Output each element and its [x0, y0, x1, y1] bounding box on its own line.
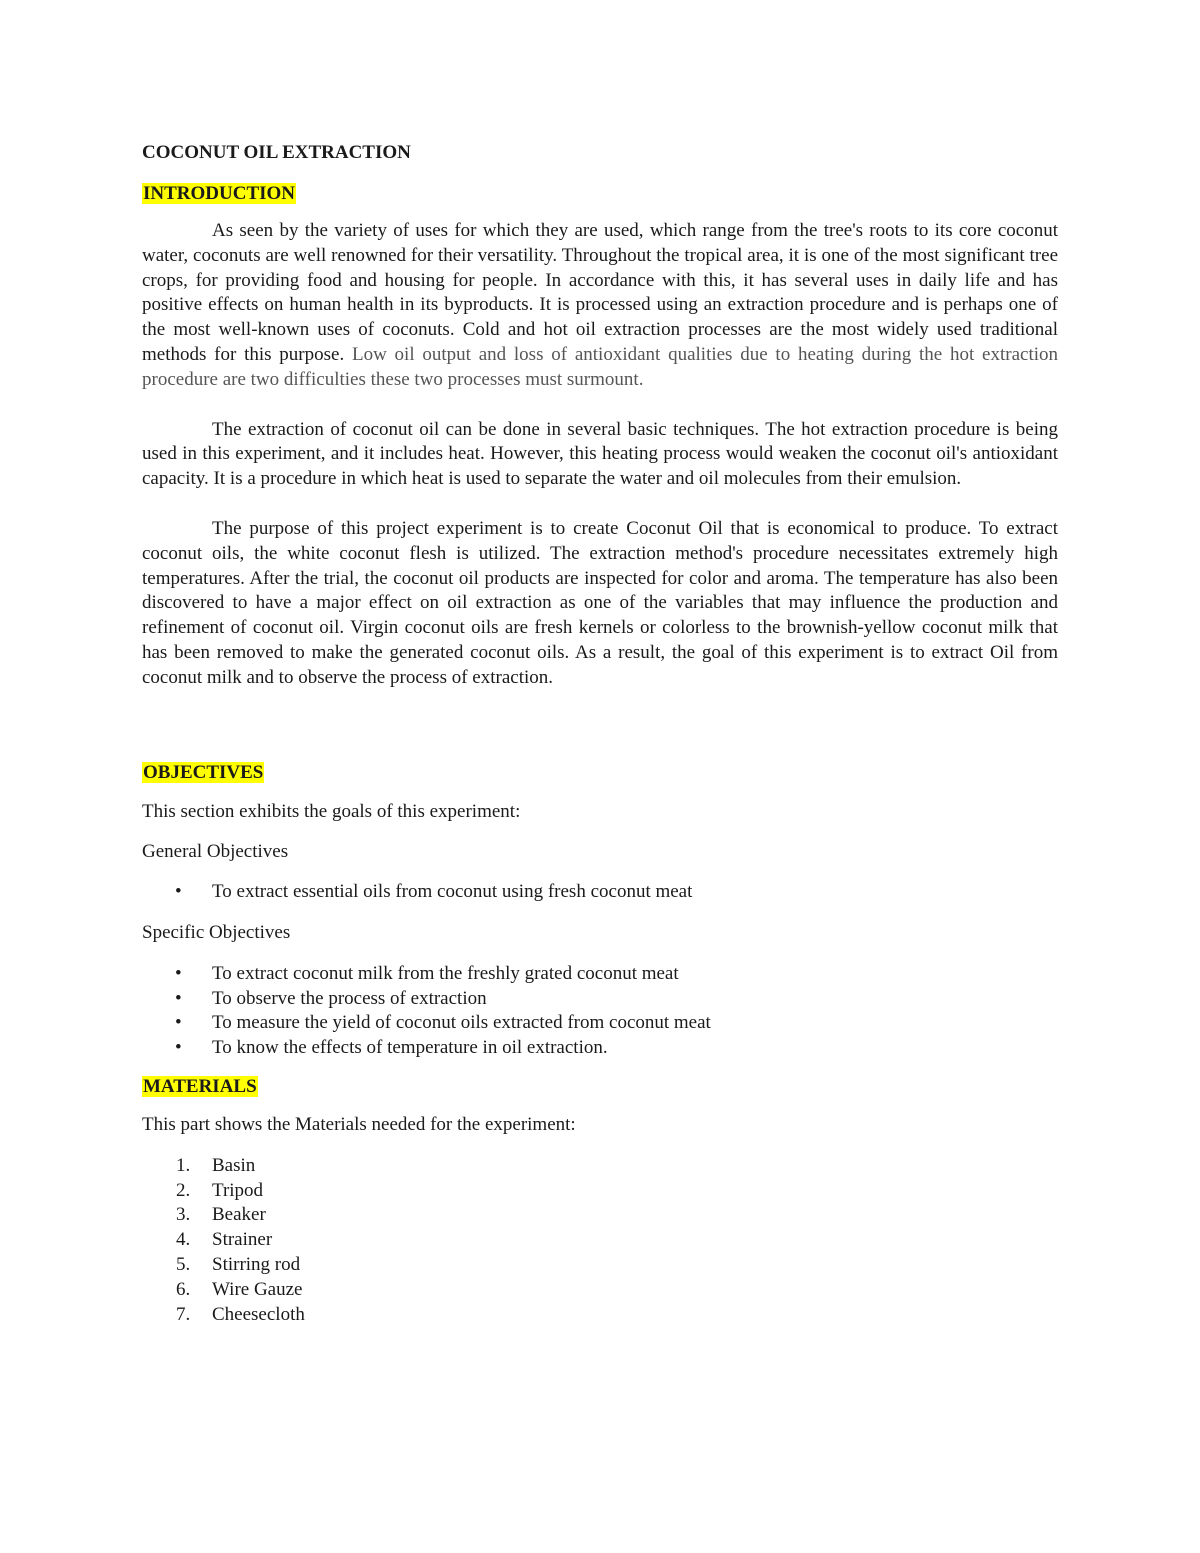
general-objectives-label: General Objectives — [142, 841, 289, 863]
list-item — [142, 1303, 1058, 1328]
introduction-paragraph-1 — [142, 219, 1058, 393]
list-item-number: 6. — [176, 1278, 191, 1300]
list-item — [142, 962, 1058, 987]
list-item-text: Stirring rod — [212, 1253, 301, 1275]
list-item — [142, 1154, 1058, 1179]
materials-intro: This part shows the Materials needed for the experiment: — [142, 1113, 576, 1135]
bullet-icon: • — [175, 1037, 182, 1059]
list-item-text: To extract coconut milk from the freshly grated coconut meat — [212, 962, 679, 984]
introduction-heading — [142, 179, 1058, 209]
list-item — [142, 1203, 1058, 1228]
list-item-number: 3. — [176, 1204, 191, 1226]
introduction-heading-text: INTRODUCTION — [143, 183, 296, 204]
list-item-number: 7. — [176, 1303, 191, 1325]
list-item-number: 5. — [176, 1253, 191, 1275]
list-item-text: Strainer — [212, 1229, 273, 1251]
list-item-number: 4. — [176, 1229, 191, 1251]
list-item — [142, 1011, 1058, 1036]
list-item-text: To measure the yield of coconut oils extracted from coconut meat — [212, 1012, 711, 1034]
list-item — [142, 987, 1058, 1012]
list-item — [142, 1253, 1058, 1278]
introduction-paragraph-2: The extraction of coconut oil can be done in several basic techniques. The hot extraction procedure is being used in this experiment, and it includes heat. However, this heating process would weaken the coconut oil's antioxidant capacity. It is a procedure in which heat is used to separate the water and oil molecules from their emulsion. — [142, 418, 1058, 490]
list-item-text: Basin — [212, 1154, 256, 1176]
introduction-paragraph-1-main: As seen by the variety of uses for which they are used, which range from the tree's roots to its core coconut water, coconuts are well renowned for their versatility. Throughout the tropical area, it is one of the most significant tree crops, for providing food and housing for people. In accordance with this, it has several uses in daily life and has positive effects on human health in its byproducts. It is processed using an extraction procedure and is perhaps one of the most well-known uses of coconuts. Cold and hot oil extraction processes are the most widely used traditional methods for this purpose. — [142, 220, 1058, 365]
list-item-text: Cheesecloth — [212, 1303, 305, 1325]
list-item — [142, 1228, 1058, 1253]
materials-heading-text: MATERIALS — [143, 1075, 257, 1097]
bullet-icon: • — [175, 881, 182, 903]
list-item — [142, 1278, 1058, 1303]
specific-objectives-label: Specific Objectives — [142, 921, 291, 943]
list-item-text: Beaker — [212, 1204, 266, 1226]
bullet-icon: • — [175, 987, 182, 1009]
list-item — [142, 880, 1058, 905]
list-item-number: 1. — [176, 1154, 191, 1176]
objectives-heading — [142, 758, 1058, 788]
list-item-text: To observe the process of extraction — [212, 987, 487, 1009]
materials-list — [142, 1154, 1058, 1328]
list-item-text: To extract essential oils from coconut using fresh coconut meat — [212, 881, 693, 903]
list-item-number: 2. — [176, 1179, 191, 1201]
list-item-text: To know the effects of temperature in oil extraction. — [212, 1037, 608, 1059]
objectives-intro: This section exhibits the goals of this experiment: — [142, 800, 521, 822]
specific-objectives-list — [142, 962, 1058, 1061]
objectives-heading-text: OBJECTIVES — [143, 761, 264, 783]
list-item-text: Wire Gauze — [212, 1278, 303, 1300]
bullet-icon: • — [175, 962, 182, 984]
list-item — [142, 1179, 1058, 1204]
document-title: COCONUT OIL EXTRACTION — [142, 142, 411, 163]
general-objectives-list — [142, 880, 1058, 905]
introduction-paragraph-3: The purpose of this project experiment is to create Coconut Oil that is economical to produce. To extract coconut oils, the white coconut flesh is utilized. The extraction method's procedure necessitates extremely high temperatures. After the trial, the coconut oil products are inspected for color and aroma. The temperature has also been discovered to have a major effect on oil extraction as one of the variables that may influence the production and refinement of coconut oil. Virgin coconut oils are fresh kernels or colorless to the brownish-yellow coconut milk that has been removed to make the generated coconut oils. As a result, the goal of this experiment is to extract Oil from coconut milk and to observe the process of extraction. — [142, 517, 1058, 688]
bullet-icon: • — [175, 1012, 182, 1034]
materials-heading — [142, 1072, 1058, 1102]
introduction-paragraph-1-gray: Low oil output and loss of antioxidant qualities due to heating during the hot extraction procedure are two difficulties these two processes must surmount. — [142, 343, 1058, 390]
list-item-text: Tripod — [212, 1179, 264, 1201]
document-body — [142, 138, 1058, 1327]
list-item — [142, 1036, 1058, 1061]
